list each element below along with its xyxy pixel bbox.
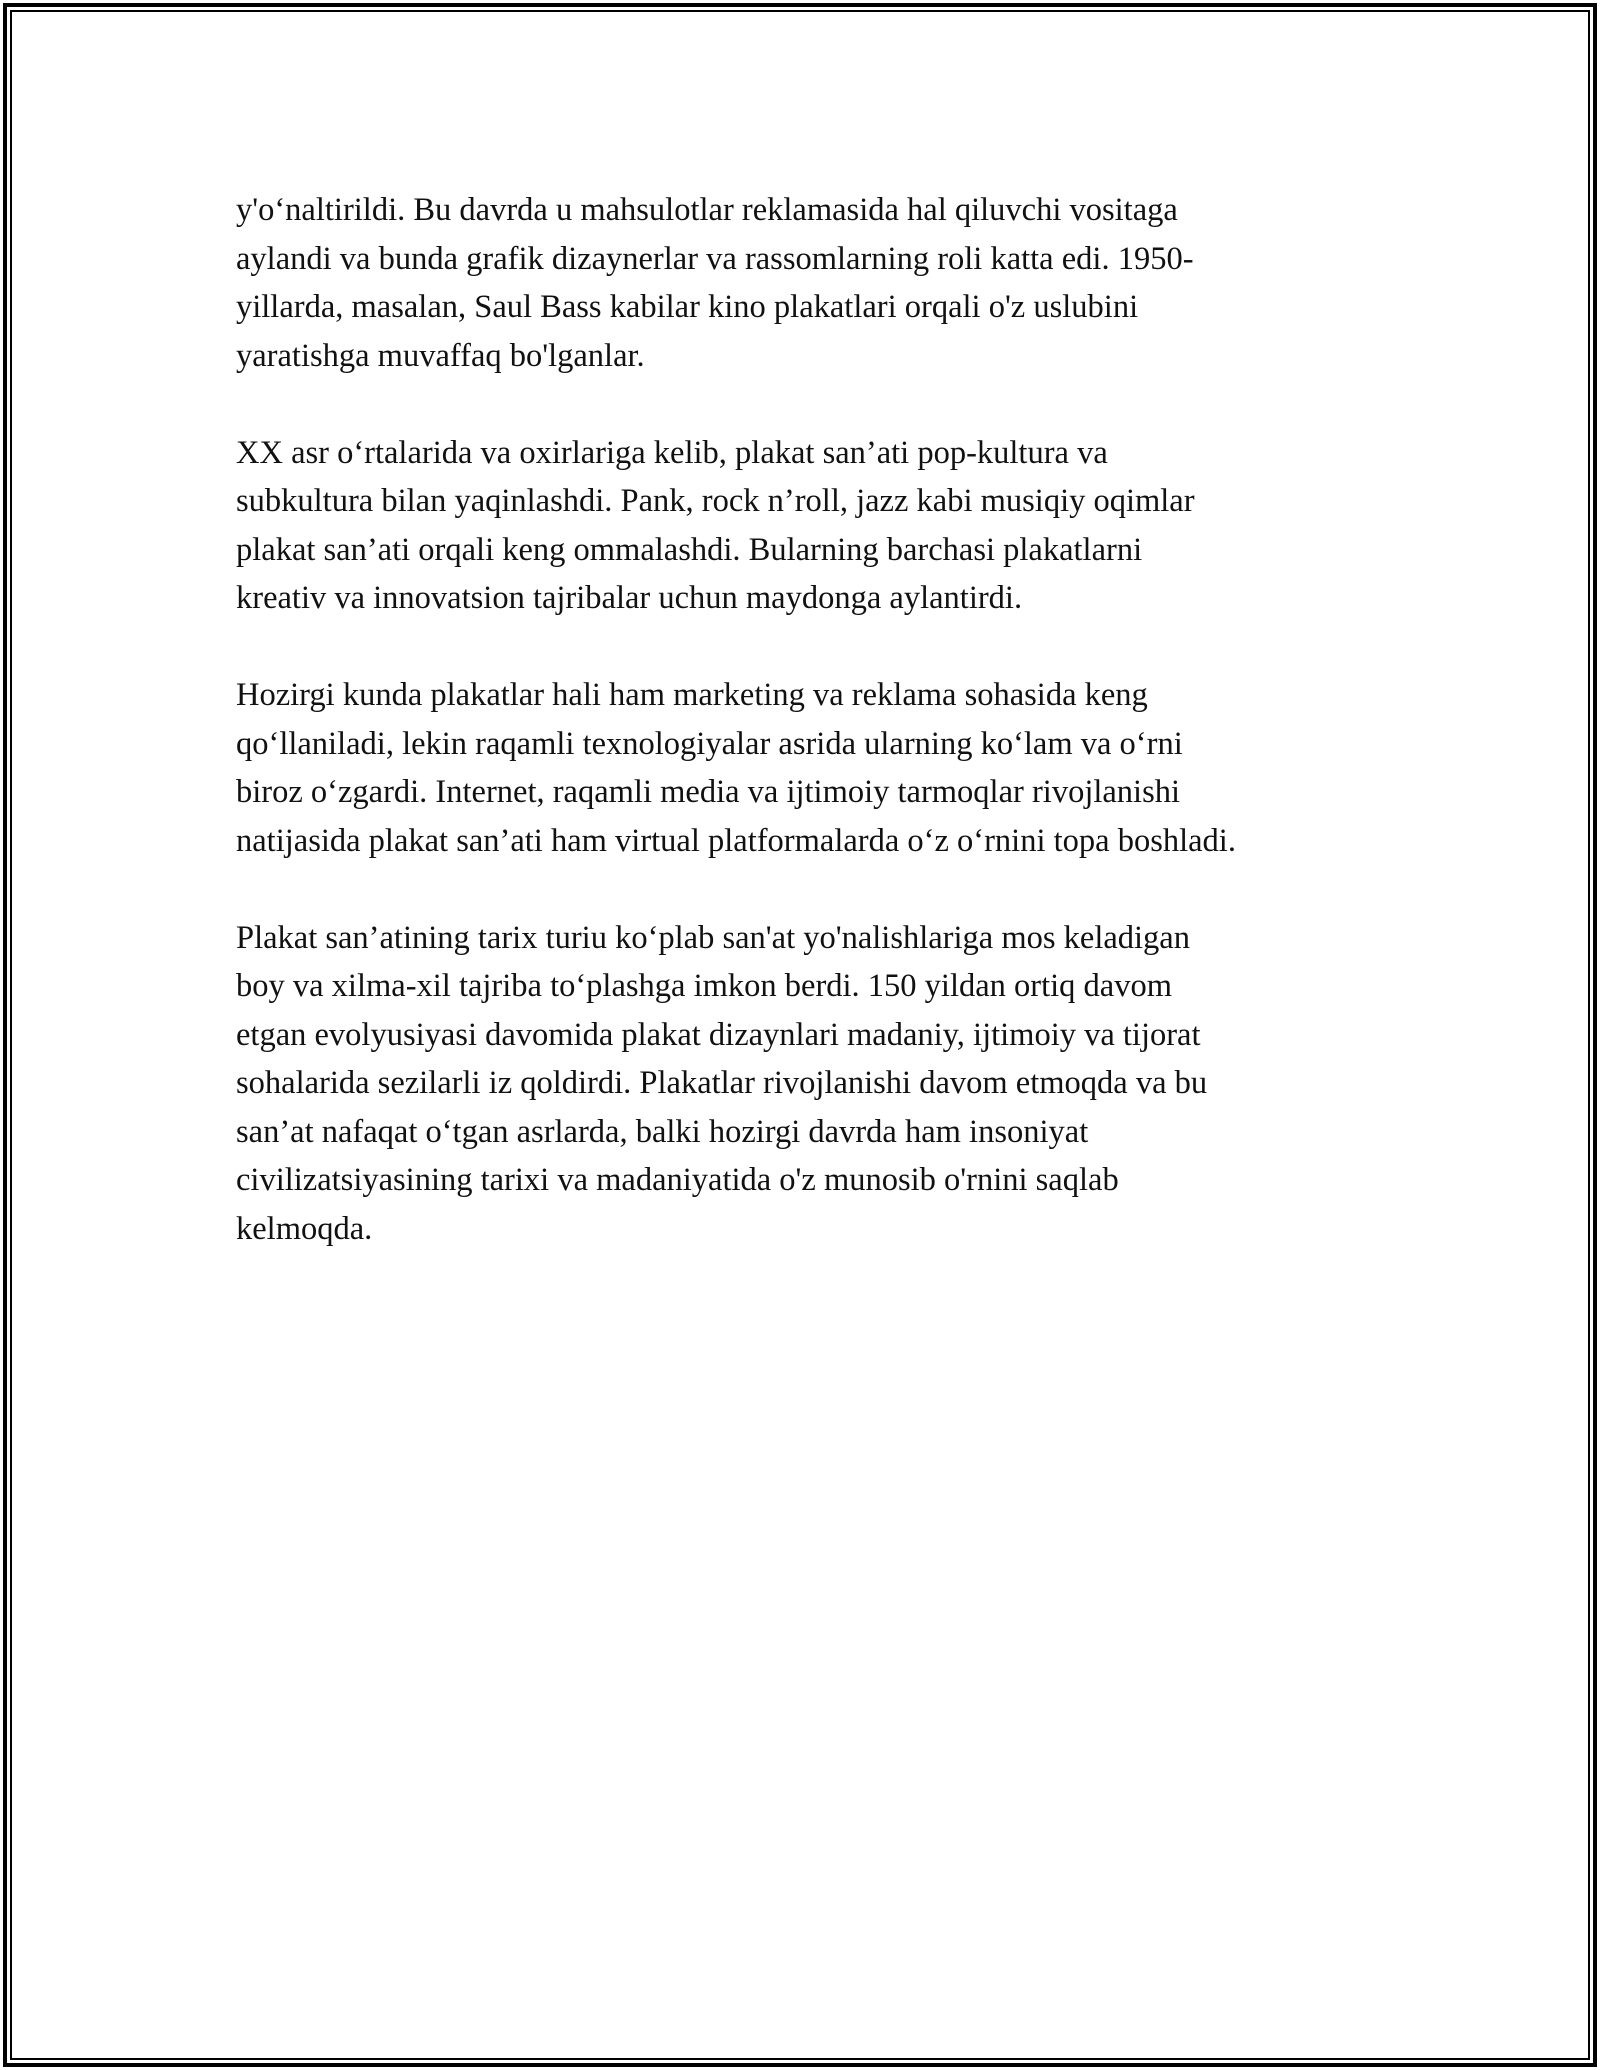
document-body xyxy=(236,186,1396,1302)
paragraph-2: XX asr o‘rtalarida va oxirlariga kelib, plakat san’ati pop-kultura va subkultura bilan yaqinlashdi. Pank, rock n’roll, jazz kabi musiqiy oqimlar plakat san’ati orqali keng ommalashdi. Bularning barchasi plakatlarni kreativ va innovatsion tajribalar uchun maydonga aylantirdi. xyxy=(236,434,1195,616)
paragraph-1: y'o‘naltirildi. Bu davrda u mahsulotlar reklamasida hal qiluvchi vositaga aylandi va bunda grafik dizaynerlar va rassomlarning roli katta edi. 1950- yillarda, masalan, Saul Bass kabilar kino plakatlari orqali o'z uslubini yaratishga muvaffaq bo'lganlar. xyxy=(236,192,1194,374)
paragraph-4: Plakat san’atining tarix turiu ko‘plab san'at yo'nalishlariga mos keladigan boy va xilma-xil tajriba to‘plashga imkon berdi. 150 yildan ortiq davom etgan evolyusiyasi davomida plakat dizaynlari madaniy, ijtimoiy va tijorat sohalarida sezilarli iz qoldirdi. Plakatlar rivojlanishi davom etmoqda va bu san’at nafaqat o‘tgan asrlarda, balki hozirgi davrda ham insoniyat civilizatsiyasining tarixi va madaniyatida o'z munosib o'rnini saqlab kelmoqda. xyxy=(236,919,1208,1247)
paragraph-3: Hozirgi kunda plakatlar hali ham marketing va reklama sohasida keng qo‘llaniladi, lekin raqamli texnologiyalar asrida ularning ko‘lam va o‘rni biroz o‘zgardi. Internet, raqamli media va ijtimoiy tarmoqlar rivojlanishi natijasida plakat san’ati ham virtual platformalarda o‘z o‘rnini topa boshladi. xyxy=(236,677,1236,859)
